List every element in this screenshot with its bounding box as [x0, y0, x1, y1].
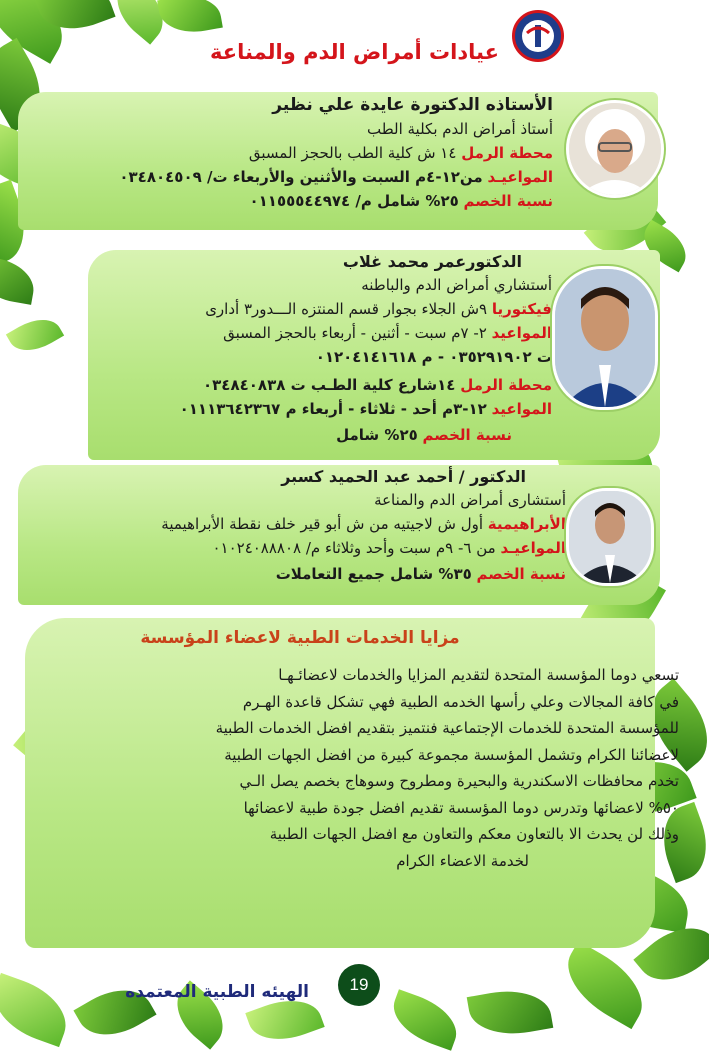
doctor-card-3	[18, 465, 660, 605]
doctor-photo-1	[566, 100, 664, 198]
page-title: عيادات أمراض الدم والمناعة	[210, 40, 499, 64]
doctor-branch-2-address: محطة الرمل ١٤شارع كلية الطـب ت ٠٣٤٨٤٠٨٣٨	[203, 376, 552, 394]
doctor-address: محطة الرمل ١٤ ش كلية الطب بالحجز المسبق	[248, 144, 553, 162]
avatar-icon	[555, 269, 655, 407]
doctor-name: الأستاذه الدكتورة عايدة علي نظير	[272, 95, 553, 115]
benefits-text	[39, 662, 679, 874]
doctor-branch-1-phone: ت ٠٣٥٢٩١٩٠٢ - م ٠١٢٠٤١٤١٦١٨	[315, 348, 552, 366]
benefits-line: لاعضائنا الكرام وتشمل المؤسسة مجموعة كبيرة من افضل الجهات الطبية	[224, 745, 679, 764]
doctor-branch-1-schedule: المواعيد ٢- ٧م سبت - أثنين - أربعاء بالحجز المسبق	[223, 324, 552, 342]
doctor-specialty: أستشاري أمراض الدم والباطنه	[361, 276, 552, 294]
benefits-line: تخدم محافظات الاسكندرية والبحيرة ومطروح وسوهاج بخصم يصل الـي	[239, 772, 679, 790]
benefits-line: للمؤسسة المتحدة للخدمات الإجتماعية فنتميز بتقديم افضل الخدمات الطبية	[215, 719, 679, 737]
doctor-card-1	[18, 92, 658, 230]
doctor-discount: نسبة الخصم ٢٥% شامل	[336, 426, 512, 444]
footer-label: الهيئه الطبية المعتمده	[125, 982, 309, 1002]
doctor-name: الدكتورعمر محمد غلاب	[342, 252, 522, 271]
benefits-line: ٥٠% لاعضائها وتدرس دوما المؤسسة تقديم افضل جودة طبية لاعضائها	[243, 798, 679, 817]
avatar-icon	[569, 491, 651, 583]
benefits-line: في كافة المجالات وعلي رأسها الخدمه الطبية فهي تشكل قاعدة الهـرم	[242, 692, 679, 711]
doctor-photo-2	[552, 266, 658, 410]
doctor-discount: نسبة الخصم ٣٥% شامل جميع التعاملات	[275, 565, 566, 583]
doctor-specialty: أستاذ أمراض الدم بكلية الطب	[366, 120, 553, 138]
benefits-title: مزايا الخدمات الطبية لاعضاء المؤسسة	[140, 628, 460, 648]
doctor-discount: نسبة الخصم ٢٥% شامل م/ ٠١١٥٥٥٤٤٩٧٤	[249, 192, 553, 210]
doctor-photo-3	[566, 488, 654, 586]
doctor-schedule: المواعيـد من١٢-٤م السبت والأثنين والأربعاء ت/ ٠٣٤٨٠٤٥٠٩	[119, 168, 553, 186]
doctor-branch-1-address: فيكتوريا ٩ش الجلاء بجوار قسم المنتزه الـــدور٣ أدارى	[205, 300, 552, 318]
doctor-address: الأبراهيمية أول ش لاجيتيه من ش أبو قير خلف نقطة الأبراهيمية	[161, 515, 566, 533]
doctor-branch-2-schedule: المواعيد ١٢-٣م أحد - ثلاثاء - أربعاء م ٠١١١٣٦٤٢٣٦٧	[179, 400, 552, 418]
doctor-schedule: المواعيـد من ٦- ٩م سبت وأحد وثلاثاء م/ ٠١٠٢٤٠٨٨٨٠٨	[212, 539, 566, 557]
doctor-name: الدكتور / أحمد عبد الحميد كسبر	[281, 467, 526, 486]
benefits-line: لخدمة الاعضاء الكرام	[396, 851, 529, 870]
doctor-specialty: أستشارى أمراض الدم والمناعة	[374, 491, 566, 509]
page-number: 19	[338, 964, 380, 1006]
avatar-icon	[569, 103, 661, 195]
benefits-line: وذلك لن يحدث الا بالتعاون معكم والتعاون مع افضل الجهات الطبية	[269, 825, 679, 843]
benefits-line: تسعي دوما المؤسسة المتحدة لتقديم المزايا والخدمات لاعضائـهـا	[278, 666, 679, 684]
